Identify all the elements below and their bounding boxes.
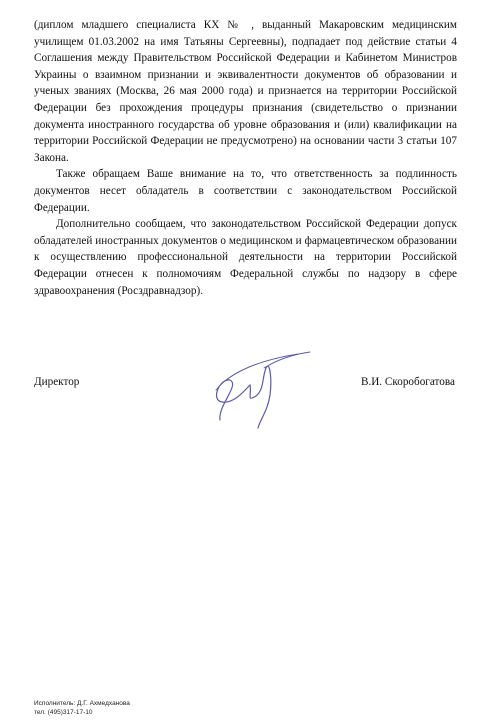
paragraph-3: Дополнительно сообщаем, что законодательством Российской Федерации допуск обладателей иностранных документов о медицинском и фармацевтическом образовании к осуществлению профессиональной деятельности на территории Российской Федерации отнесен к полномочиям Федеральной службы по надзору в сфере здравоохранения (Росздравнадзор). xyxy=(34,218,457,297)
signer-name: В.И. Скоробогатова xyxy=(360,376,455,388)
letter-body xyxy=(34,17,457,299)
executor-name: Исполнитель: Д.Г. Ахмедханова xyxy=(34,700,130,707)
signature-row xyxy=(34,376,457,396)
paragraph-1: (диплом младшего специалиста КХ № , выданный Макаровским медицинским училищем 01.03.2002 на имя Татьяны Сергеевны), подпадает под действие статьи 4 Соглашения между Правительством Российской Федерации и Кабинетом Министров Украины о взаимном признании и эквивалентности документов об образовании и ученых званиях (Москва, 26 мая 2000 года) и признается на территории Российской Федерации без прохождения процедуры признания (свидетельство о признании документа иностранного государства об уровне образования и (или) квалификации на территории Российской Федерации не предусмотрено) на основании части 3 статьи 107 Закона. xyxy=(34,19,457,164)
executor-footer xyxy=(34,700,130,717)
signer-role: Директор xyxy=(34,376,80,388)
executor-phone: тел. (495)317-17-10 xyxy=(34,708,93,716)
paragraph-2: Также обращаем Ваше внимание на то, что ответственность за подлинность документов несет обладатель в соответствии с законодательством Российской Федерации. xyxy=(34,168,457,214)
